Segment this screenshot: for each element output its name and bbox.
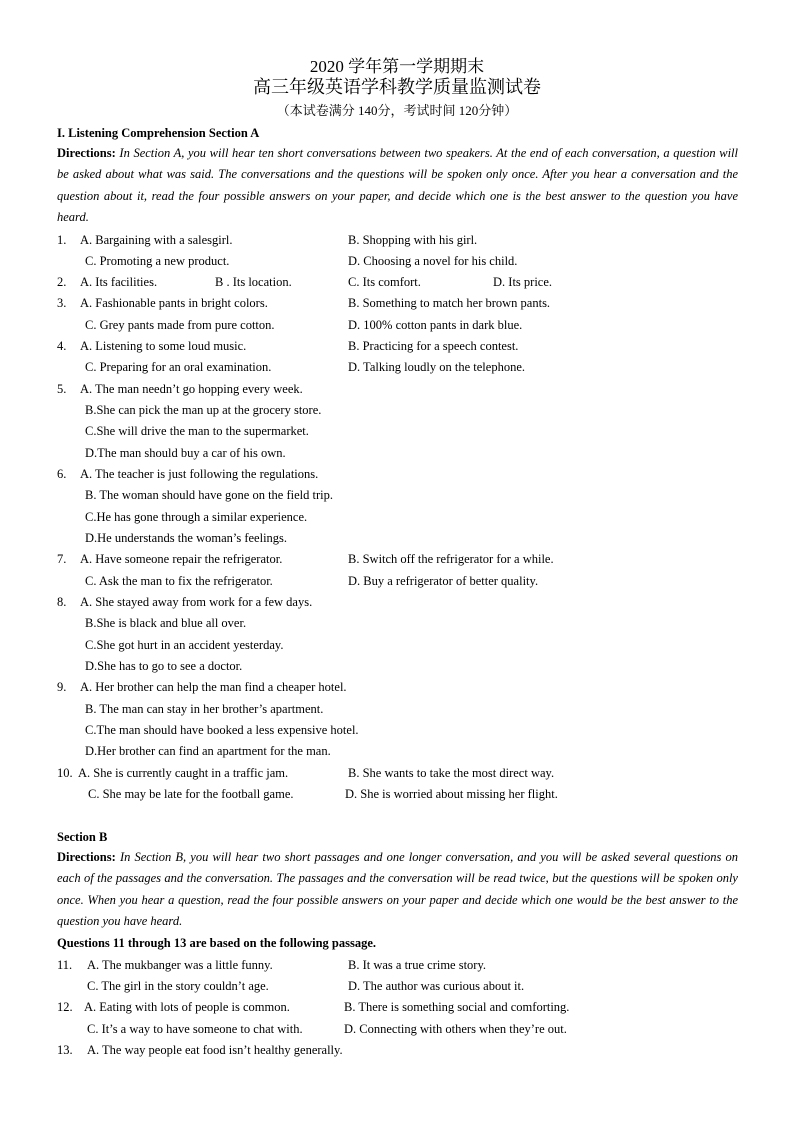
exam-title: 高三年级英语学科教学质量监测试卷 bbox=[253, 77, 541, 97]
option-d: D.She has to go to see a doctor. bbox=[85, 659, 243, 673]
option-c: C. The girl in the story couldn’t age. bbox=[87, 979, 269, 993]
option-d: D. 100% cotton pants in dark blue. bbox=[348, 318, 523, 332]
option-b: B . Its location. bbox=[215, 275, 292, 289]
directions-text: In Section A, you will hear ten short conversations between two speakers. At the end of each conversation, a question will be asked about what was said. The conversations and the questions will be spoken only once. After you hear a conversation and the question about it, read the four possible answers on your paper, and decide which one is the best answer to the question you have heard. bbox=[57, 146, 739, 225]
question-number: 1. bbox=[57, 233, 67, 247]
option-a: A. She stayed away from work for a few days. bbox=[80, 595, 313, 609]
option-d: D. The author was curious about it. bbox=[348, 979, 525, 993]
question-number: 2. bbox=[57, 275, 67, 289]
question-number: 8. bbox=[57, 595, 67, 609]
directions-label: Directions: bbox=[57, 850, 116, 864]
option-a: A. She is currently caught in a traffic jam. bbox=[78, 766, 289, 780]
option-d: D. She is worried about missing her flight. bbox=[345, 787, 558, 801]
option-c: C.She got hurt in an accident yesterday. bbox=[85, 638, 284, 652]
directions-label: Directions: bbox=[57, 146, 116, 160]
option-c: C. It’s a way to have someone to chat with. bbox=[87, 1022, 303, 1036]
option-d: D. Talking loudly on the telephone. bbox=[348, 360, 525, 374]
option-b: B.She is black and blue all over. bbox=[85, 616, 247, 630]
question-number: 12. bbox=[57, 1000, 73, 1014]
option-a: A. Have someone repair the refrigerator. bbox=[80, 552, 283, 566]
option-a: A. Her brother can help the man find a cheaper hotel. bbox=[80, 680, 347, 694]
question-number: 5. bbox=[57, 382, 67, 396]
question-number: 11. bbox=[57, 958, 73, 972]
option-b: B. The woman should have gone on the field trip. bbox=[85, 488, 333, 502]
question-number: 3. bbox=[57, 296, 67, 310]
question-number: 13. bbox=[57, 1043, 73, 1057]
option-a: A. The mukbanger was a little funny. bbox=[87, 958, 273, 972]
option-c: C. Its comfort. bbox=[348, 275, 421, 289]
option-d: D. Its price. bbox=[493, 275, 553, 289]
option-b: B. There is something social and comforting. bbox=[344, 1000, 570, 1014]
option-c: C. Promoting a new product. bbox=[85, 254, 230, 268]
exam-subtitle: （本试卷满分 140分，考试时间 120分钟） bbox=[276, 103, 518, 118]
option-b: B. Practicing for a speech contest. bbox=[348, 339, 519, 353]
option-d: D.He understands the woman’s feelings. bbox=[85, 531, 288, 545]
question-number: 4. bbox=[57, 339, 67, 353]
option-c: C. She may be late for the football game. bbox=[88, 787, 294, 801]
option-c: C. Grey pants made from pure cotton. bbox=[85, 318, 275, 332]
option-d: D. Connecting with others when they’re out. bbox=[344, 1022, 567, 1036]
question-number: 7. bbox=[57, 552, 67, 566]
option-b: B. The man can stay in her brother’s apartment. bbox=[85, 702, 324, 716]
option-c: C.She will drive the man to the supermarket. bbox=[85, 424, 309, 438]
section-a-directions bbox=[57, 143, 738, 229]
option-d: D.Her brother can find an apartment for the man. bbox=[85, 744, 331, 758]
option-b: B.She can pick the man up at the grocery store. bbox=[85, 403, 322, 417]
section-b-heading: Section B bbox=[57, 830, 108, 844]
option-b: B. She wants to take the most direct way. bbox=[348, 766, 555, 780]
exam-title-term: 2020 学年第一学期期末 bbox=[309, 57, 485, 76]
option-b: B. It was a true crime story. bbox=[348, 958, 487, 972]
option-c: C. Preparing for an oral examination. bbox=[85, 360, 272, 374]
question-number: 10. bbox=[57, 766, 73, 780]
option-d: D.The man should buy a car of his own. bbox=[85, 446, 286, 460]
option-b: B. Shopping with his girl. bbox=[348, 233, 478, 247]
question-number: 9. bbox=[57, 680, 67, 694]
option-a: A. The way people eat food isn’t healthy generally. bbox=[87, 1043, 343, 1057]
option-a: A. Eating with lots of people is common. bbox=[84, 1000, 290, 1014]
option-a: A. The teacher is just following the regulations. bbox=[80, 467, 319, 481]
section-a-heading: I. Listening Comprehension Section A bbox=[57, 126, 260, 140]
option-d: D. Choosing a novel for his child. bbox=[348, 254, 518, 268]
option-b: B. Something to match her brown pants. bbox=[348, 296, 551, 310]
option-a: A. Bargaining with a salesgirl. bbox=[80, 233, 233, 247]
option-c: C. Ask the man to fix the refrigerator. bbox=[85, 574, 273, 588]
option-c: C.He has gone through a similar experience. bbox=[85, 510, 308, 524]
section-b-directions bbox=[57, 847, 738, 933]
option-d: D. Buy a refrigerator of better quality. bbox=[348, 574, 539, 588]
option-a: A. The man needn’t go hopping every week. bbox=[80, 382, 303, 396]
directions-text: In Section B, you will hear two short passages and one longer conversation, and you will be asked several questions on each of the passages and the conversation. The passages and the conversation will be read twice, but the questions will be spoken only once. When you hear a question, read the four possible answers on your paper and decide which one would be the best answer to the question you have heard. bbox=[57, 850, 738, 929]
option-a: A. Its facilities. bbox=[80, 275, 158, 289]
option-a: A. Listening to some loud music. bbox=[80, 339, 247, 353]
question-number: 6. bbox=[57, 467, 67, 481]
option-b: B. Switch off the refrigerator for a while. bbox=[348, 552, 554, 566]
option-c: C.The man should have booked a less expensive hotel. bbox=[85, 723, 359, 737]
question-group-heading: Questions 11 through 13 are based on the following passage. bbox=[57, 936, 377, 950]
option-a: A. Fashionable pants in bright colors. bbox=[80, 296, 268, 310]
